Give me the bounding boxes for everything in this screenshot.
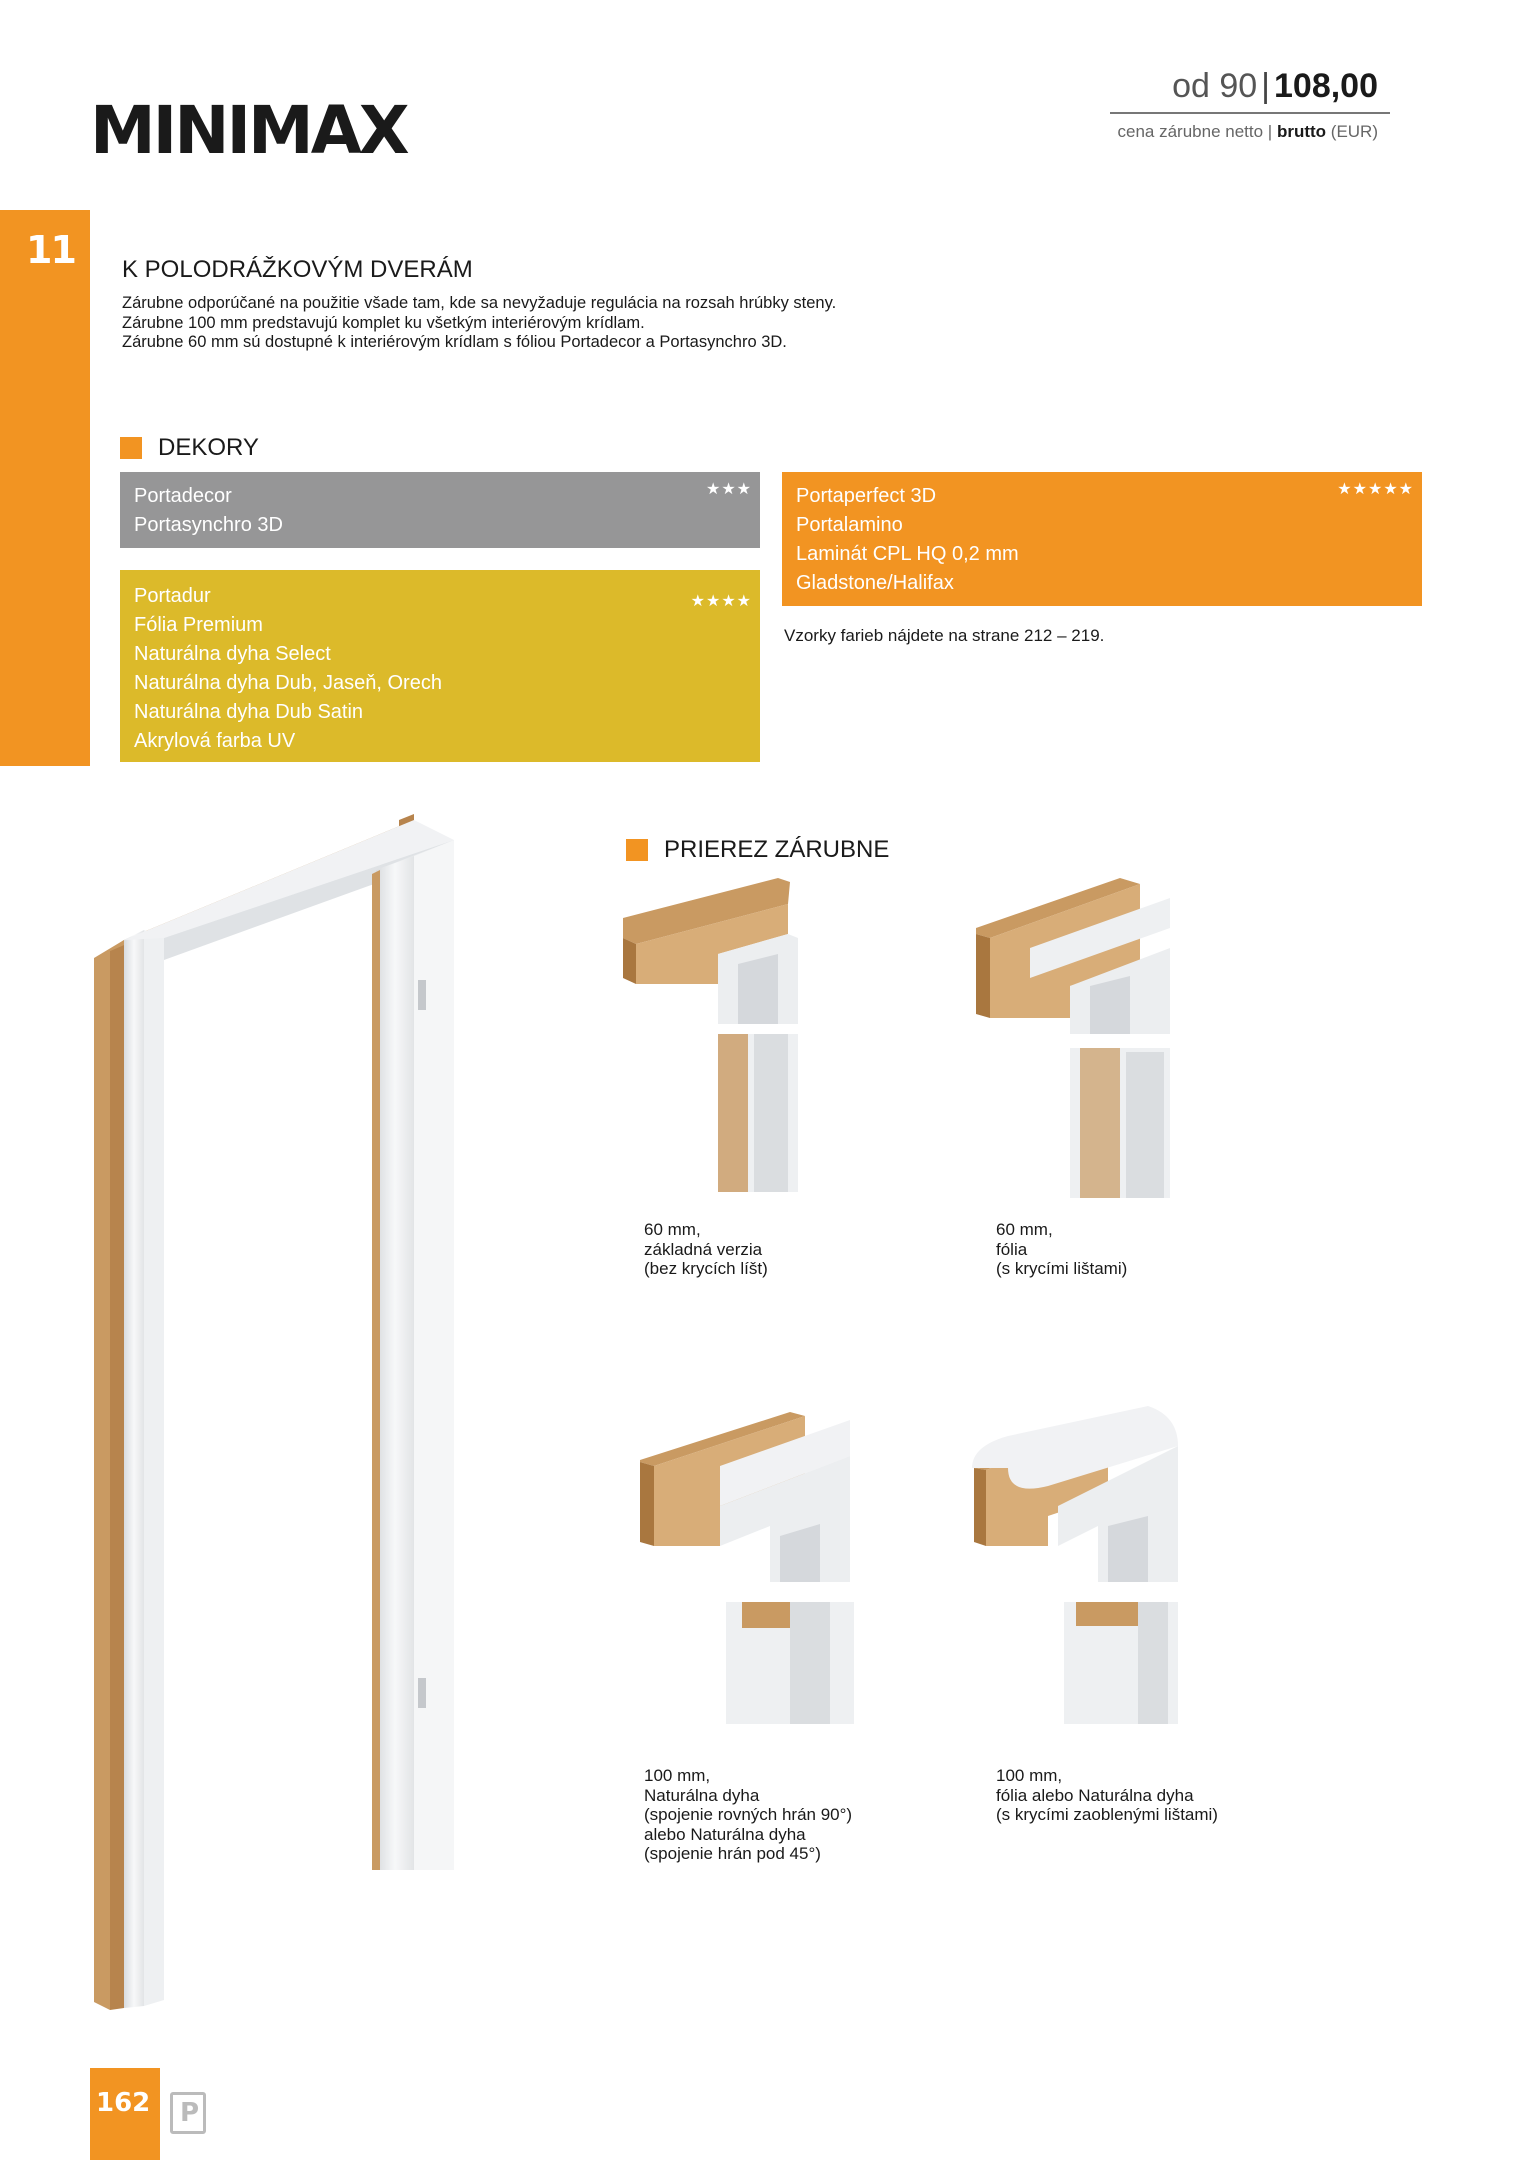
decors-heading xyxy=(120,434,259,462)
caption-profile-4 xyxy=(996,1766,1218,1825)
porta-logo-icon xyxy=(170,2092,206,2134)
caption-profile-1 xyxy=(644,1220,768,1279)
price-note: cena zárubne netto | brutto (EUR) xyxy=(1117,122,1378,141)
page-title: MINIMAX xyxy=(90,92,407,169)
price-brutto: 108,00 xyxy=(1274,67,1378,105)
intro-line: Zárubne 100 mm predstavujú komplet ku všetkým interiérovým krídlam. xyxy=(122,313,645,332)
rating-stars-icon: ★★★★ xyxy=(690,593,752,610)
intro-heading: K POLODRÁŽKOVÝM DVERÁM xyxy=(122,256,473,283)
caption-line: fólia alebo Naturálna dyha xyxy=(996,1785,1194,1805)
caption-line: 100 mm, xyxy=(644,1766,711,1785)
rating-stars-icon: ★★★ xyxy=(705,481,752,498)
decor-box-orange xyxy=(782,472,1422,606)
caption-line: fólia xyxy=(996,1239,1028,1259)
hinge-icon xyxy=(418,980,426,1010)
price-from: od 90 xyxy=(1172,67,1258,105)
caption-profile-2 xyxy=(996,1220,1127,1279)
caption-line: Naturálna dyha xyxy=(644,1785,760,1805)
page-number: 162 xyxy=(96,2088,151,2118)
decor-item: Portalamino xyxy=(796,514,903,536)
decor-box-yellow xyxy=(120,570,760,762)
door-frame-illustration xyxy=(84,810,464,2010)
logo-letter: P xyxy=(180,2098,200,2128)
profile-100mm-rounded xyxy=(968,1406,1188,1732)
price-separator: | xyxy=(1261,67,1270,105)
price-box xyxy=(1110,64,1390,142)
price-main xyxy=(1110,64,1390,114)
caption-line: (spojenie rovných hrán 90°) xyxy=(644,1805,853,1824)
caption-line: (spojenie hrán pod 45°) xyxy=(644,1844,821,1863)
decor-item: Fólia Premium xyxy=(134,614,263,636)
intro-line: Zárubne 60 mm sú dostupné k interiérovým krídlam s fóliou Portadecor a Portasynchro 3D. xyxy=(122,333,787,351)
caption-line: (s krycími zaoblenými lištami) xyxy=(996,1805,1218,1824)
decor-item: Portaperfect 3D xyxy=(796,485,937,507)
samples-note: Vzorky farieb nájdete na strane 212 – 219. xyxy=(784,626,1105,645)
caption-line: alebo Naturálna dyha xyxy=(644,1824,806,1844)
decor-item: Laminát CPL HQ 0,2 mm xyxy=(796,543,1019,565)
intro-section xyxy=(122,256,922,353)
hinge-icon xyxy=(418,1678,426,1708)
cross-section-heading xyxy=(626,836,889,864)
decor-item: Akrylová farba UV xyxy=(134,730,296,752)
price-note-netto: cena zárubne netto xyxy=(1117,122,1264,141)
caption-line: 60 mm, xyxy=(996,1220,1053,1239)
decor-item: Gladstone/Halifax xyxy=(796,572,954,594)
decor-item: Portadur xyxy=(134,585,211,607)
rating-stars-icon: ★★★★★ xyxy=(1337,481,1414,498)
chapter-tab xyxy=(0,210,90,766)
price-note-currency: (EUR) xyxy=(1330,122,1378,141)
page-number-tab xyxy=(90,2068,160,2160)
chapter-number: 11 xyxy=(26,228,75,272)
price-note-brutto: brutto xyxy=(1276,122,1327,141)
caption-line: 100 mm, xyxy=(996,1766,1063,1785)
caption-line: (bez krycích líšt) xyxy=(644,1259,768,1278)
intro-line: Zárubne odporúčané na použitie všade tam, kde sa nevyžaduje regulácia na rozsah hrúbky steny. xyxy=(122,294,837,312)
orange-square-icon xyxy=(626,839,648,861)
profile-100mm-veneer xyxy=(630,1406,860,1732)
profile-60mm-foil xyxy=(970,868,1180,1204)
caption-profile-3 xyxy=(644,1766,852,1864)
cross-section-heading-text: PRIEREZ ZÁRUBNE xyxy=(664,836,890,863)
decors-heading-text: DEKORY xyxy=(158,434,259,461)
decor-box-gray xyxy=(120,472,760,548)
caption-line: základná verzia xyxy=(644,1239,763,1259)
decor-item: Portasynchro 3D xyxy=(134,514,283,536)
decor-item: Naturálna dyha Dub Satin xyxy=(134,701,364,723)
decor-item: Portadecor xyxy=(134,485,232,507)
caption-line: 60 mm, xyxy=(644,1220,701,1239)
decor-item: Naturálna dyha Select xyxy=(134,643,331,665)
orange-square-icon xyxy=(120,437,142,459)
caption-line: (s krycími lištami) xyxy=(996,1259,1128,1278)
decor-item: Naturálna dyha Dub, Jaseň, Orech xyxy=(134,672,442,694)
profile-60mm-basic xyxy=(618,874,808,1204)
